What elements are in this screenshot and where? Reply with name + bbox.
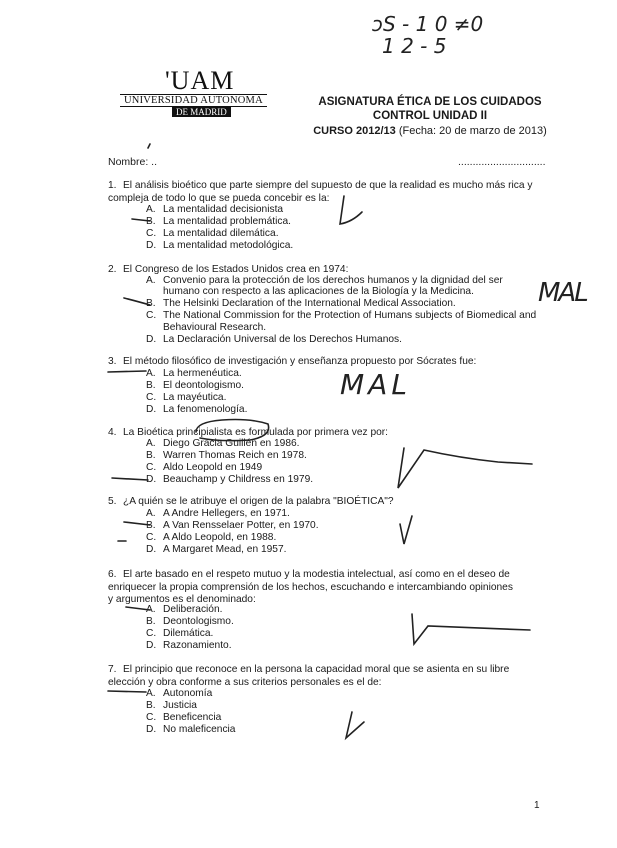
handwritten-mal-q2: MAL [538,278,587,308]
q6-option-b: B. Deontologismo. [146,616,234,627]
q6-option-d: D. Razonamiento. [146,640,232,651]
q4-option-b: B. Warren Thomas Reich en 1978. [146,450,307,461]
question-text: El método filosófico de investigación y enseñanza propuesto por Sócrates fue: [123,356,477,367]
handwritten-score-bottom: 1 2 - 5 [382,34,447,58]
subject-title: ASIGNATURA ÉTICA DE LOS CUIDADOS [318,96,542,108]
q2-option-a: A. Convenio para la protección de los derechos humanos y la dignidad del ser [146,275,503,286]
answer-mark-line [126,607,150,610]
question-number: 4. [108,427,117,438]
question-text: El arte basado en el respeto mutuo y la modestia intelectual, así como en el deseo de [123,569,510,580]
question-text: y argumentos es el denominado: [108,594,256,605]
q5-option-b: B. A Van Rensselaer Potter, en 1970. [146,520,319,531]
question-number: 2. [108,264,117,275]
q7-option-a: A. Autonomía [146,688,213,699]
q4-option-d: D. Beauchamp y Childress en 1979. [146,474,314,485]
question-text: compleja de todo lo que se pueda concebir es la: [108,192,330,204]
q1-option-d: D. La mentalidad metodológica. [146,240,294,251]
university-name: UNIVERSIDAD AUTONOMA [120,94,267,107]
answer-mark-line [124,298,150,305]
answer-mark-line [108,371,146,372]
handwritten-score-top: ɔS - 1 0 ≠0 [372,12,484,36]
exam-title: CONTROL UNIDAD II [372,110,488,122]
q2-option-b: B. The Helsinki Declaration of the International Medical Association. [146,298,456,309]
q2-option-d: D. La Declaración Universal de los Derechos Humanos. [146,334,402,345]
answer-mark-line [112,478,148,480]
question-text: El Congreso de los Estados Unidos crea en 1974: [123,264,349,275]
question-number: 7. [108,664,117,675]
question-text: ¿A quién se le atribuye el origen de la palabra "BIOÉTICA"? [123,496,394,507]
circle-mark-icon [196,420,269,441]
question-number: 1. [108,180,117,191]
q3-option-c: C. La mayéutica. [146,392,227,403]
q5-option-c: C. A Aldo Leopold, en 1988. [146,532,277,543]
q2-option-a-cont: humano con respecto a las aplicaciones de la Biología y la Medicina. [163,286,474,297]
answer-mark-line [124,522,150,525]
q4-option-c: C. Aldo Leopold en 1949 [146,462,263,473]
q7-option-d: D. No maleficencia [146,724,236,735]
q5-option-d: D. A Margaret Mead, en 1957. [146,544,287,555]
question-text: La Bioética principialista es formulada por primera vez por: [123,427,388,438]
q1-option-c: C. La mentalidad dilemática. [146,228,279,239]
name-field-dots: .............................. [458,156,546,168]
q3-option-b: B. El deontologismo. [146,380,244,391]
q6-option-c: C. Dilemática. [146,628,214,639]
handwritten-mal-q3: MAL [340,368,411,401]
stray-mark [148,144,150,148]
question-number: 6. [108,569,117,580]
question-text: enriquecer la propia comprensión de los hechos, escuchando e intercambiando opiniones [108,581,513,593]
question-text: El análisis bioético que parte siempre del supuesto de que la realidad es mucho más rica y [123,180,533,191]
q7-option-c: C. Beneficencia [146,712,222,723]
name-label: Nombre: .. [108,156,158,168]
tick-mark-icon [340,196,362,224]
question-number: 3. [108,356,117,367]
tick-mark-icon [412,614,530,644]
q1-option-b: B. La mentalidad problemática. [146,216,291,227]
q2-option-c: C. The National Commission for the Protection of Humans subjects of Biomedical and [146,310,537,321]
question-number: 5. [108,496,117,507]
exam-date: (Fecha: 20 de marzo de 2013) [398,125,547,137]
course-label: CURSO 2012/13 [313,125,396,137]
answer-mark-line [132,219,150,221]
q4-option-a: A. Diego Gracia Guillén en 1986. [146,438,300,449]
university-city: DE MADRID [172,107,231,117]
q3-option-a: A. La hermenéutica. [146,368,242,379]
q2-option-c-cont: Behavioural Research. [163,322,267,333]
tick-mark-icon [346,712,364,738]
q1-option-a: A. La mentalidad decisionista [146,204,284,215]
question-text: elección y obra conforme a sus criterios personales es el de: [108,676,382,688]
uam-logo-text: 'UAM [165,66,235,95]
q5-option-a: A. A Andre Hellegers, en 1971. [146,508,290,519]
q7-option-b: B. Justicia [146,700,197,711]
q3-option-d: D. La fenomenología. [146,404,248,415]
question-text: El principio que reconoce en la persona la capacidad moral que se asienta en su libre [123,664,510,675]
answer-mark-line [108,691,146,692]
q6-option-a: A. Deliberación. [146,604,223,615]
page-number: 1 [534,800,540,811]
tick-mark-icon [398,448,532,488]
tick-mark-icon [400,516,412,544]
